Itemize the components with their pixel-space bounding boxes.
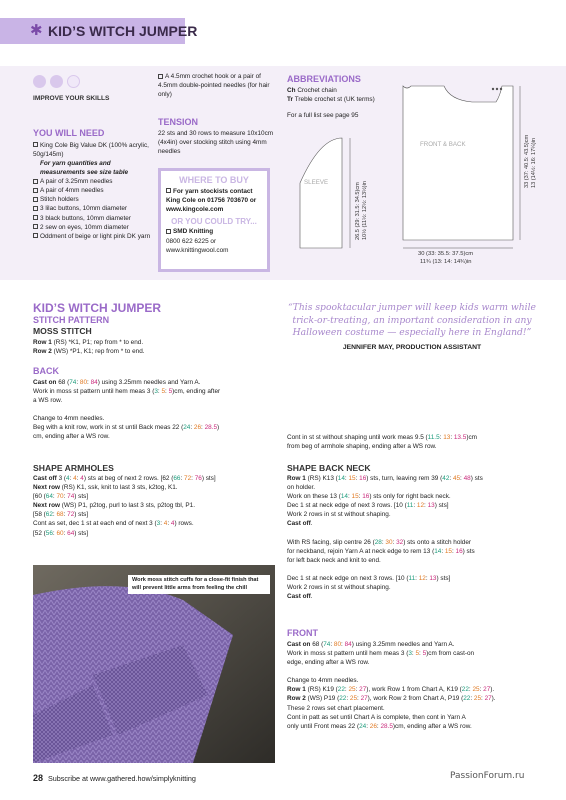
list-item: Oddment of beige or light pink DK yarn	[33, 232, 153, 241]
body-shape	[403, 86, 513, 240]
list-item: A pair of 3.25mm needles	[33, 177, 153, 186]
button-icon	[496, 88, 498, 90]
sleeve-length-in: 10½ (11½: 12½: 13½)in	[362, 181, 368, 240]
checkbox-icon	[166, 229, 171, 234]
page-number: 28	[33, 773, 44, 783]
try-line: 0800 622 6225 or www.knittingwool.com	[166, 237, 229, 254]
quote-author: JENNIFER MAY, PRODUCTION ASSISTANT	[342, 344, 482, 352]
abbreviation-item: Tr Treble crochet st (UK terms)	[287, 95, 375, 103]
moss-heading: MOSS STITCH	[33, 326, 92, 336]
skill-yarn-icon	[50, 75, 63, 88]
list-item: Stitch holders	[33, 195, 153, 204]
moss-row-2: Row 2 (WS) *P1, K1; rep from * to end.	[33, 348, 145, 355]
back-heading: BACK	[33, 366, 59, 376]
skill-yarn-icon	[67, 75, 80, 88]
back-text: Cast on 68 (74: 80: 84) using 3.25mm needles and Yarn A. Work in moss st pattern until hem meas 3 (3: 5: 5)cm, ending after a WS row. Change to 4mm needles. Beg with a knit row, work in st st until Back meas 22 (24: 26: 28.5) cm, ending after a WS row.	[33, 379, 221, 441]
checkbox-icon	[33, 179, 38, 184]
pattern-subtitle: STITCH PATTERN	[33, 315, 110, 325]
sleeve-label: SLEEVE	[304, 179, 329, 186]
where-to-buy-line: For yarn stockists contact King Cole on 01756 703670 or www.kingcole.com	[166, 187, 257, 213]
photo-caption: Work moss stitch cuffs for a close-fit finish that will prevent little arms from feeling the chill	[128, 575, 270, 594]
where-to-buy-heading: WHERE TO BUY	[179, 175, 249, 185]
list-item: A pair of 4mm needles	[33, 186, 153, 195]
subscribe-link[interactable]: Subscribe at www.gathered.how/simplyknitting	[48, 774, 196, 783]
list-item: 3 lilac buttons, 10mm diameter	[33, 204, 153, 213]
width-in: 11¾ (13: 14: 14¾)in	[420, 259, 472, 265]
cuff-photo	[33, 565, 275, 763]
footer	[33, 772, 196, 785]
neck-text: Row 1 (RS) K13 (14: 15: 16) sts, turn, leaving rem 39 (42: 45: 48) sts on holder. Work on these 13 (14: 15: 16) sts only for right back neck. Dec 1 st at neck edge of next 3 rows. [10 (11: 12: 13) sts] Work 2 rows in st st without shaping. Cast off. With RS facing, slip centre 26 (28: 30: 32) sts onto a stitch holder for neckband, rejoin Yarn A at neck edge to rem 13 (14: 15: 16) sts for left back neck and knit to end. Dec 1 st at neck edge on next 3 rows. [10 (11: 12: 13) sts] Work 2 rows in st st without shaping. Cast off.	[287, 475, 483, 601]
list-item: 2 sew on eyes, 10mm diameter	[33, 223, 153, 232]
front-text: Cast on 68 (74: 80: 84) using 3.25mm needles and Yarn A. Work in moss st pattern until hem meas 3 (3: 5: 5)cm from cast-on edge, ending after a WS row. Change to 4mm needles. Row 1 (RS) K19 (22: 25: 27), work Row 1 from Chart A, K19 (22: 25: 27). Row 2 (WS) P19 (22: 25: 27), work Row 2 from Chart A, P19 (22: 25: 27). These 2 rows set chart placement. Cont in patt as set until Chart A is complete, then cont in Yarn A only until Front meas 22 (24: 26: 28.5)cm, ending after a WS row.	[287, 641, 496, 730]
page-title: KID’S WITCH JUMPER	[48, 23, 198, 39]
width-cm: 30 (33: 35.5: 37.5)cm	[418, 251, 474, 257]
yarn-note: For yarn quantities and measurements see size table	[40, 159, 129, 177]
tension-text: 22 sts and 30 rows to measure 10x10cm (4x4in) over stocking stitch using 4mm needles	[158, 129, 274, 155]
checkbox-icon	[33, 197, 38, 202]
sleeve-shape	[300, 138, 342, 248]
checkbox-icon	[33, 206, 38, 211]
size-diagram	[280, 78, 540, 268]
neck-heading: SHAPE BACK NECK	[287, 463, 371, 473]
list-item: 3 black buttons, 10mm diameter	[33, 214, 153, 223]
header-star-icon: ✱	[30, 22, 43, 39]
crochet-item: A 4.5mm crochet hook or a pair of 4.5mm double-pointed needles (for hair only)	[158, 73, 270, 99]
pull-quote: “This spooktacular jumper will keep kids warm while trick-or-treating, an important consideration in any Halloween costume — especially here in England!” JENNIFER MAY, PRODUCTION ASSISTANT	[288, 302, 536, 352]
try-name: SMD Knitting	[166, 227, 262, 236]
moss-row-1: Row 1 (RS) *K1, P1; rep from * to end.	[33, 339, 144, 346]
back-continued-text: Cont in st st without shaping until work meas 9.5 (11.5: 13: 13.5)cm from beg of armhole shaping, ending after a WS row.	[287, 434, 477, 451]
armholes-heading: SHAPE ARMHOLES	[33, 463, 114, 473]
checkbox-icon	[166, 188, 171, 193]
skills-label: IMPROVE YOUR SKILLS	[33, 95, 110, 102]
pattern-title: KID’S WITCH JUMPER	[33, 301, 162, 315]
armholes-text: Cast off 3 (4: 4: 4) sts at beg of next 2 rows. [62 (66: 72: 76) sts] Next row (RS) K1, ssk, knit to last 3 sts, k2tog, K1. [60 (64: 70: 74) sts] Next row (WS) P1, p2tog, purl to last 3 sts, p2tog tbl, P1. [58 (62: 68: 72) sts] Cont as set, dec 1 st at each end of next 3 (3: 4: 4) rows. [52 (56: 60: 64) sts]	[33, 475, 216, 537]
tension-heading: TENSION	[158, 117, 199, 127]
checkbox-icon	[158, 74, 163, 79]
body-length-cm: 33 (37: 40.5: 43.5)cm	[524, 134, 530, 188]
front-back-label: FRONT & BACK	[420, 141, 466, 148]
where-to-buy-box	[158, 168, 270, 272]
checkbox-icon	[33, 142, 38, 147]
checkbox-icon	[33, 233, 38, 238]
front-heading: FRONT	[287, 628, 318, 638]
tension-section	[158, 116, 278, 156]
sleeve-length-cm: 26.5 (29: 31.5: 34.5)cm	[355, 182, 361, 240]
watermark: PassionForum.ru	[450, 771, 525, 781]
checkbox-icon	[33, 215, 38, 220]
abbreviation-item: Ch Crochet chain	[287, 86, 337, 94]
checkbox-icon	[33, 188, 38, 193]
you-will-need-heading: YOU WILL NEED	[33, 128, 105, 138]
body-length-in: 13 (14½: 16: 17¼)in	[531, 137, 537, 188]
button-icon	[500, 88, 502, 90]
list-item: King Cole Big Value DK (100% acrylic, 50g/145m)	[33, 141, 149, 158]
button-icon	[492, 88, 494, 90]
skill-yarn-icon	[33, 75, 46, 88]
checkbox-icon	[33, 224, 38, 229]
abbreviations-heading: ABBREVIATIONS	[287, 74, 361, 84]
full-list-note: For a full list see page 95	[287, 111, 359, 119]
knitted-sleeve-image	[33, 565, 275, 763]
try-heading: OR YOU COULD TRY...	[171, 217, 257, 227]
you-will-need-section	[33, 127, 153, 241]
